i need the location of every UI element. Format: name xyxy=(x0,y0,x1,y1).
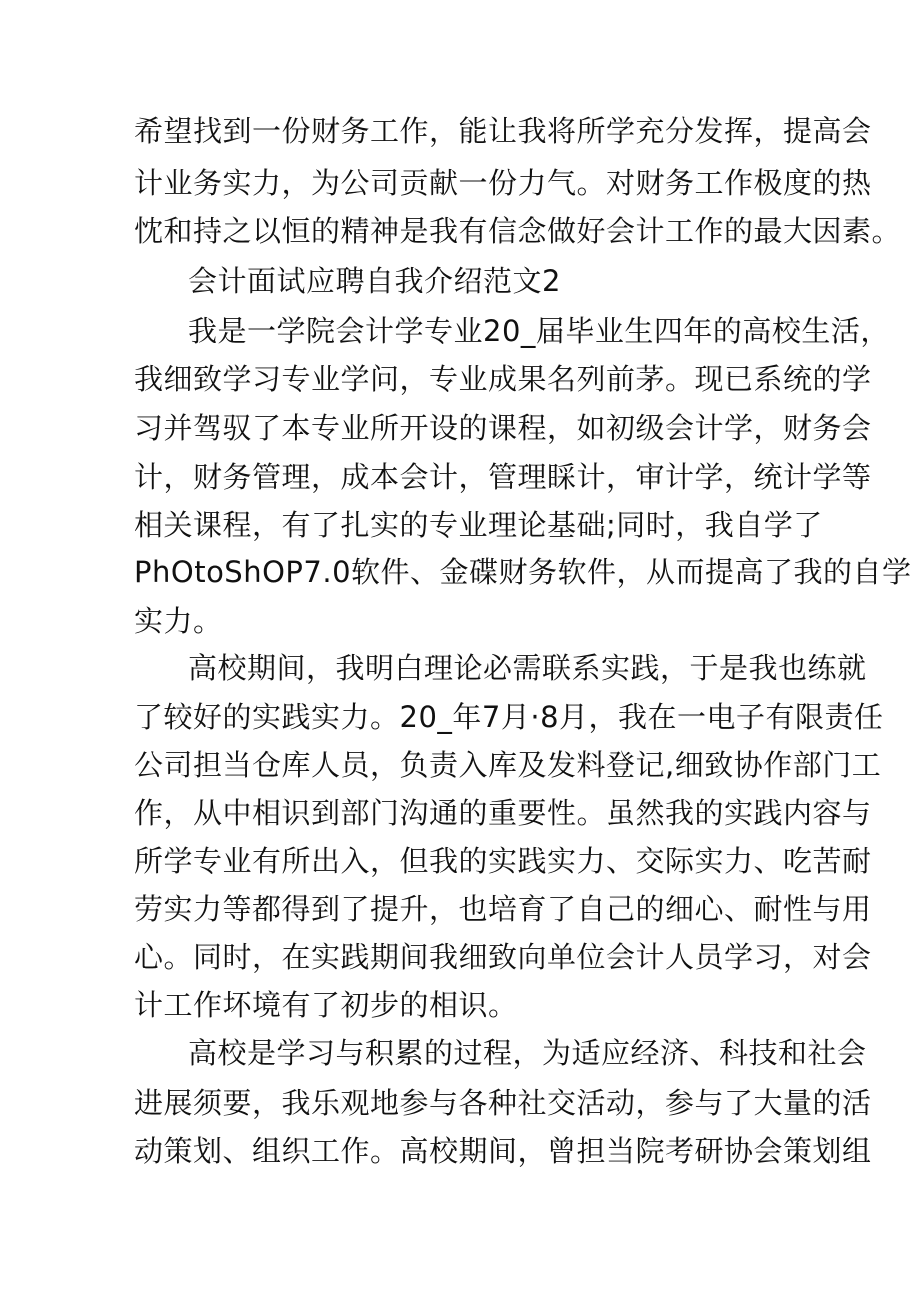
paragraph-line: 高校期间，我明白理论必需联系实践，于是我也练就 xyxy=(188,651,867,685)
paragraph-line: 了较好的实践实力。20_年7月·8月，我在一电子有限责任 xyxy=(134,700,884,734)
paragraph-line: 忱和持之以恒的精神是我有信念做好会计工作的最大因素。 xyxy=(134,214,902,248)
paragraph-line: PhOtoShOP7.0软件、金碟财务软件，从而提高了我的自学 xyxy=(134,555,912,589)
paragraph-line: 希望找到一份财务工作，能让我将所学充分发挥，提高会 xyxy=(134,114,872,148)
paragraph-line: 劳实力等都得到了提升，也培育了自己的细心、耐性与用 xyxy=(134,892,872,926)
paragraph-line: 计工作坏境有了初步的相识。 xyxy=(134,988,518,1022)
paragraph-line: 习并驾驭了本专业所开设的课程，如初级会计学，财务会 xyxy=(134,411,872,445)
paragraph-line: 进展须要，我乐观地参与各种社交活动，参与了大量的活 xyxy=(134,1086,872,1120)
paragraph-line: 动策划、组织工作。高校期间，曾担当院考研协会策划组 xyxy=(134,1134,872,1168)
paragraph-line: 相关课程，有了扎实的专业理论基础;同时，我自学了 xyxy=(134,508,823,542)
paragraph-line: 高校是学习与积累的过程，为适应经济、科技和社会 xyxy=(188,1036,867,1070)
paragraph-line: 计业务实力，为公司贡献一份力气。对财务工作极度的热 xyxy=(134,166,872,200)
section-heading: 会计面试应聘自我介绍范文2 xyxy=(188,264,561,298)
paragraph-line: 作，从中相识到部门沟通的重要性。虽然我的实践内容与 xyxy=(134,796,872,830)
paragraph-line: 公司担当仓库人员，负责入库及发料登记,细致协作部门工 xyxy=(134,748,882,782)
paragraph-line: 我是一学院会计学专业20_届毕业生四年的高校生活， xyxy=(188,314,890,348)
paragraph-line: 我细致学习专业学问，专业成果名列前茅。现已系统的学 xyxy=(134,362,872,396)
paragraph-line: 实力。 xyxy=(134,604,223,638)
paragraph-line: 计，财务管理，成本会计，管理睬计，审计学，统计学等 xyxy=(134,460,872,494)
paragraph-line: 所学专业有所出入，但我的实践实力、交际实力、吃苦耐 xyxy=(134,844,872,878)
paragraph-line: 心。同时，在实践期间我细致向单位会计人员学习，对会 xyxy=(134,940,872,974)
